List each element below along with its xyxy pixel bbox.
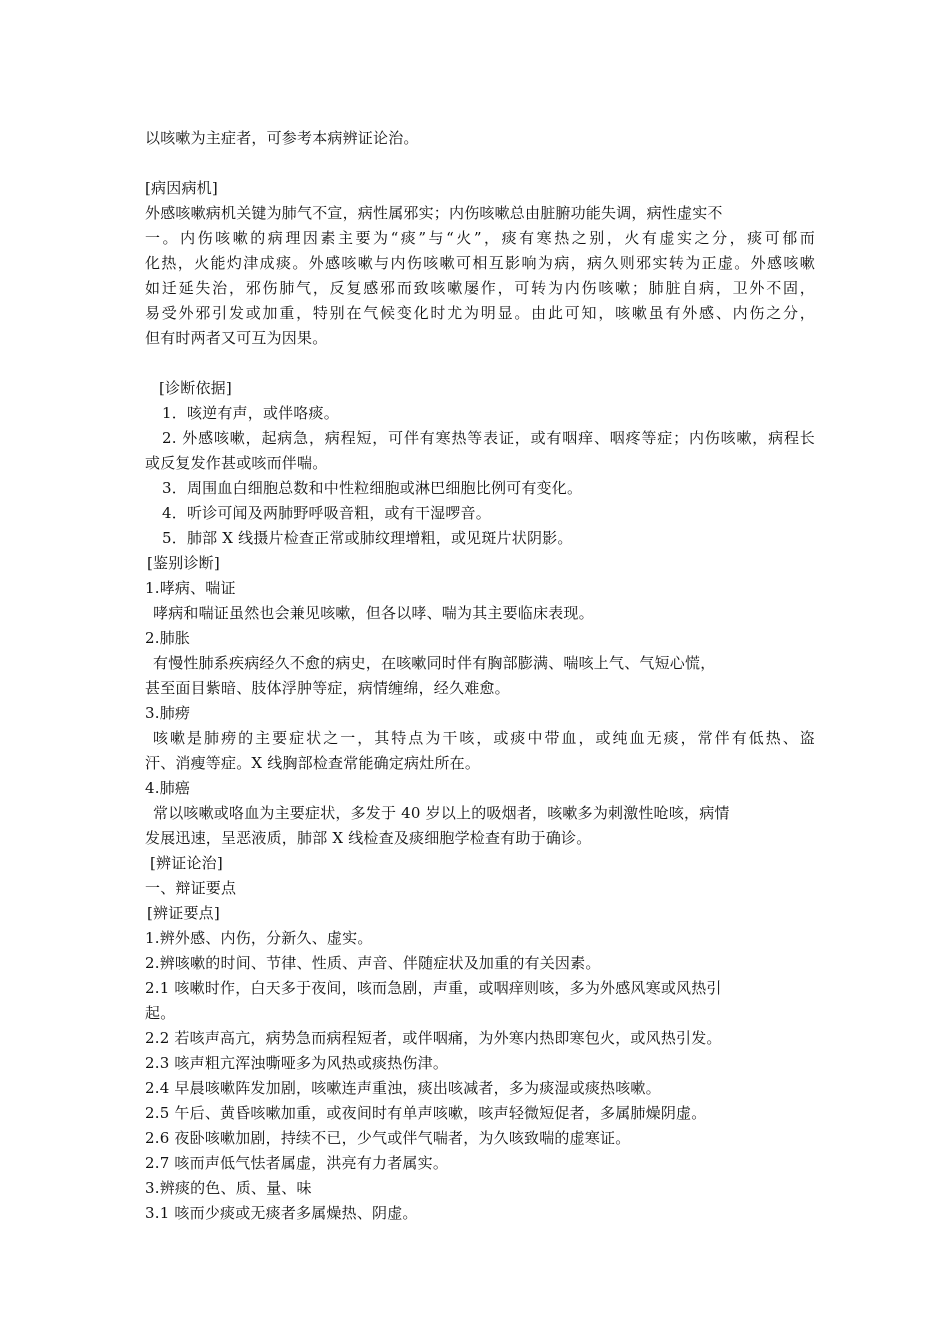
subheading: 3.肺痨 [145,704,191,722]
subheading: 1.哮病、喘证 [145,579,236,597]
section-heading-etiology: [病因病机] [145,179,218,197]
paragraph-line: 发展迅速，呈恶液质，肺部 X 线检查及痰细胞学检查有助于确诊。 [145,829,592,847]
list-item: 3．周围血白细胞总数和中性粒细胞或淋巴细胞比例可有变化。 [162,479,583,497]
paragraph-line: 一。内伤咳嗽的病理因素主要为“痰”与“火”，痰有寒热之别，火有虚实之分，痰可郁而 [145,229,815,247]
paragraph-line: 甚至面目紫暗、肢体浮肿等症，病情缠绵，经久难愈。 [145,679,510,697]
subheading: 一、辩证要点 [145,879,237,897]
subheading: 4.肺癌 [145,779,191,797]
paragraph-line: 汗、消瘦等症。X 线胸部检查常能确定病灶所在。 [145,754,481,772]
list-item-continuation: 或反复发作甚或咳而伴喘。 [145,454,328,472]
list-item: 2.1 咳嗽时作，白天多于夜间，咳而急剧，声重，或咽痒则咳，多为外感风寒或风热引 [145,979,722,997]
paragraph-line: 但有时两者又可互为因果。 [145,329,328,347]
list-item: 2.4 早晨咳嗽阵发加剧，咳嗽连声重浊，痰出咳减者，多为痰湿或痰热咳嗽。 [145,1079,661,1097]
list-item: 3.辨痰的色、质、量、味 [145,1179,312,1197]
section-heading-diagnosis: [诊断依据] [159,379,232,397]
list-item: 2.7 咳而声低气怯者属虚，洪亮有力者属实。 [145,1154,449,1172]
paragraph-line: 易受外邪引发或加重，特别在气候变化时尤为明显。由此可知，咳嗽虽有外感、内伤之分， [145,304,815,322]
list-item: 5．肺部 X 线摄片检查正常或肺纹理增粗，或见斑片状阴影。 [162,529,573,547]
list-item: 2.3 咳声粗亢浑浊嘶哑多为风热或痰热伤津。 [145,1054,449,1072]
paragraph-line: 有慢性肺系疾病经久不愈的病史，在咳嗽同时伴有胸部膨满、喘咳上气、气短心慌， [153,654,716,672]
list-item: 2.5 午后、黄昏咳嗽加重，或夜间时有单声咳嗽，咳声轻微短促者，多属肺燥阴虚。 [145,1104,707,1122]
list-item-continuation: 起。 [145,1004,176,1022]
paragraph-line: 咳嗽是肺痨的主要症状之一，其特点为干咳，或痰中带血，或纯血无痰，常伴有低热、盗 [153,729,815,747]
paragraph-line: 常以咳嗽或咯血为主要症状，多发于 40 岁以上的吸烟者，咳嗽多为刺激性呛咳，病情 [153,804,730,822]
subheading: 2.肺胀 [145,629,191,647]
list-item: 2.2 若咳声高亢，病势急而病程短者，或伴咽痛，为外寒内热即寒包火，或风热引发。 [145,1029,722,1047]
list-item: 1．咳逆有声，或伴咯痰。 [162,404,339,422]
paragraph-line: 哮病和喘证虽然也会兼见咳嗽，但各以哮、喘为其主要临床表现。 [153,604,594,622]
section-heading-treatment: [辨证论治] [150,854,223,872]
list-item: 2.辨咳嗽的时间、节律、性质、声音、伴随症状及加重的有关因素。 [145,954,601,972]
list-item: 3.1 咳而少痰或无痰者多属燥热、阴虚。 [145,1204,418,1222]
paragraph-line: 化热，火能灼津成痰。外感咳嗽与内伤咳嗽可相互影响为病，病久则邪实转为正虚。外感咳嗽 [145,254,815,272]
list-item: 1.辨外感、内伤，分新久、虚实。 [145,929,373,947]
list-item: 2. 外感咳嗽，起病急，病程短，可伴有寒热等表证，或有咽痒、咽疼等症；内伤咳嗽，病程长 [162,429,815,447]
paragraph-line: 如迁延失治，邪伤肺气，反复感邪而致咳嗽屡作，可转为内伤咳嗽；肺脏自病，卫外不固， [145,279,815,297]
list-item: 2.6 夜卧咳嗽加剧，持续不已，少气或伴气喘者，为久咳致喘的虚寒证。 [145,1129,631,1147]
list-item: 4．听诊可闻及两肺野呼吸音粗，或有干湿啰音。 [162,504,491,522]
section-heading-differential: [鉴别诊断] [147,554,220,572]
paragraph-line: 外感咳嗽病机关键为肺气不宣，病性属邪实；内伤咳嗽总由脏腑功能失调，病性虚实不 [145,204,723,222]
intro-line: 以咳嗽为主症者，可参考本病辨证论治。 [145,129,419,147]
subheading: [辨证要点] [147,904,220,922]
